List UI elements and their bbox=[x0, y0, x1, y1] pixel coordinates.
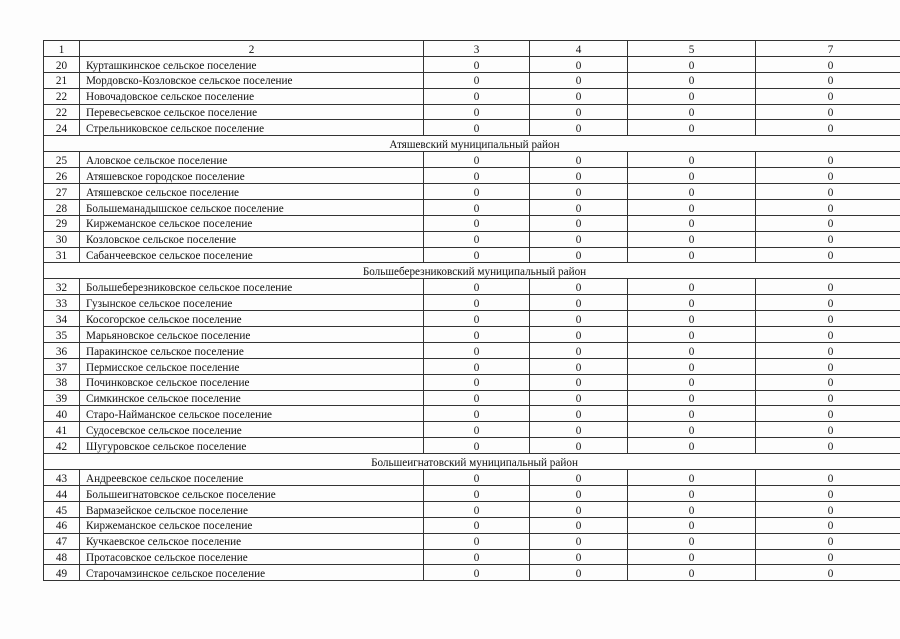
value-col-3: 0 bbox=[424, 215, 530, 231]
settlement-name: Пермисское сельское поселение bbox=[80, 358, 424, 374]
row-number: 36 bbox=[44, 342, 80, 358]
value-col-4: 0 bbox=[530, 565, 628, 581]
value-col-3: 0 bbox=[424, 199, 530, 215]
column-number: 2 bbox=[80, 41, 424, 57]
row-number: 22 bbox=[44, 104, 80, 120]
value-col-7: 0 bbox=[756, 231, 900, 247]
value-col-4: 0 bbox=[530, 406, 628, 422]
table-row bbox=[44, 438, 900, 454]
value-col-4: 0 bbox=[530, 438, 628, 454]
table-row bbox=[44, 152, 900, 168]
row-number: 41 bbox=[44, 422, 80, 438]
value-col-5: 0 bbox=[628, 517, 756, 533]
value-col-7: 0 bbox=[756, 247, 900, 263]
value-col-3: 0 bbox=[424, 72, 530, 88]
settlement-name: Марьяновское сельское поселение bbox=[80, 327, 424, 343]
district-section-title: Большеигнатовский муниципальный район bbox=[44, 454, 900, 470]
table-row bbox=[44, 215, 900, 231]
value-col-4: 0 bbox=[530, 231, 628, 247]
value-col-7: 0 bbox=[756, 501, 900, 517]
value-col-3: 0 bbox=[424, 358, 530, 374]
value-col-5: 0 bbox=[628, 231, 756, 247]
settlement-name: Большеигнатовское сельское поселение bbox=[80, 485, 424, 501]
settlement-name: Киржеманское сельское поселение bbox=[80, 215, 424, 231]
district-section-row bbox=[44, 136, 900, 152]
value-col-5: 0 bbox=[628, 88, 756, 104]
column-number: 3 bbox=[424, 41, 530, 57]
value-col-3: 0 bbox=[424, 342, 530, 358]
table-row bbox=[44, 358, 900, 374]
value-col-5: 0 bbox=[628, 215, 756, 231]
value-col-3: 0 bbox=[424, 152, 530, 168]
value-col-5: 0 bbox=[628, 72, 756, 88]
settlement-name: Большеберезниковское сельское поселение bbox=[80, 279, 424, 295]
value-col-5: 0 bbox=[628, 358, 756, 374]
value-col-3: 0 bbox=[424, 279, 530, 295]
table-row bbox=[44, 327, 900, 343]
settlement-name: Вармазейское сельское поселение bbox=[80, 501, 424, 517]
settlement-name: Починковское сельское поселение bbox=[80, 374, 424, 390]
row-number: 49 bbox=[44, 565, 80, 581]
value-col-3: 0 bbox=[424, 295, 530, 311]
value-col-5: 0 bbox=[628, 184, 756, 200]
value-col-7: 0 bbox=[756, 485, 900, 501]
table-row bbox=[44, 501, 900, 517]
value-col-4: 0 bbox=[530, 485, 628, 501]
value-col-7: 0 bbox=[756, 184, 900, 200]
value-col-3: 0 bbox=[424, 485, 530, 501]
value-col-7: 0 bbox=[756, 120, 900, 136]
table-row bbox=[44, 295, 900, 311]
row-number: 43 bbox=[44, 470, 80, 486]
value-col-4: 0 bbox=[530, 470, 628, 486]
settlement-name: Курташкинское сельское поселение bbox=[80, 56, 424, 72]
value-col-5: 0 bbox=[628, 247, 756, 263]
value-col-5: 0 bbox=[628, 327, 756, 343]
value-col-4: 0 bbox=[530, 295, 628, 311]
row-number: 30 bbox=[44, 231, 80, 247]
value-col-7: 0 bbox=[756, 390, 900, 406]
value-col-4: 0 bbox=[530, 279, 628, 295]
value-col-5: 0 bbox=[628, 374, 756, 390]
settlement-name: Козловское сельское поселение bbox=[80, 231, 424, 247]
municipal-table bbox=[43, 40, 900, 581]
value-col-7: 0 bbox=[756, 215, 900, 231]
row-number: 37 bbox=[44, 358, 80, 374]
value-col-4: 0 bbox=[530, 374, 628, 390]
value-col-7: 0 bbox=[756, 88, 900, 104]
settlement-name: Стрельниковское сельское поселение bbox=[80, 120, 424, 136]
value-col-7: 0 bbox=[756, 358, 900, 374]
value-col-3: 0 bbox=[424, 88, 530, 104]
row-number: 40 bbox=[44, 406, 80, 422]
row-number: 46 bbox=[44, 517, 80, 533]
value-col-3: 0 bbox=[424, 311, 530, 327]
value-col-7: 0 bbox=[756, 279, 900, 295]
value-col-3: 0 bbox=[424, 327, 530, 343]
value-col-5: 0 bbox=[628, 56, 756, 72]
value-col-7: 0 bbox=[756, 406, 900, 422]
value-col-5: 0 bbox=[628, 549, 756, 565]
value-col-5: 0 bbox=[628, 168, 756, 184]
value-col-3: 0 bbox=[424, 231, 530, 247]
value-col-5: 0 bbox=[628, 120, 756, 136]
value-col-4: 0 bbox=[530, 215, 628, 231]
value-col-7: 0 bbox=[756, 199, 900, 215]
district-section-title: Атяшевский муниципальный район bbox=[44, 136, 900, 152]
row-number: 31 bbox=[44, 247, 80, 263]
table-row bbox=[44, 104, 900, 120]
row-number: 20 bbox=[44, 56, 80, 72]
value-col-7: 0 bbox=[756, 168, 900, 184]
value-col-7: 0 bbox=[756, 152, 900, 168]
district-section-row bbox=[44, 263, 900, 279]
value-col-4: 0 bbox=[530, 247, 628, 263]
value-col-5: 0 bbox=[628, 406, 756, 422]
settlement-name: Атяшевское сельское поселение bbox=[80, 184, 424, 200]
settlement-name: Косогорское сельское поселение bbox=[80, 311, 424, 327]
row-number: 42 bbox=[44, 438, 80, 454]
value-col-4: 0 bbox=[530, 327, 628, 343]
value-col-3: 0 bbox=[424, 168, 530, 184]
value-col-7: 0 bbox=[756, 104, 900, 120]
value-col-4: 0 bbox=[530, 104, 628, 120]
settlement-name: Гузынское сельское поселение bbox=[80, 295, 424, 311]
value-col-3: 0 bbox=[424, 517, 530, 533]
district-section-row bbox=[44, 454, 900, 470]
row-number: 39 bbox=[44, 390, 80, 406]
value-col-5: 0 bbox=[628, 104, 756, 120]
value-col-5: 0 bbox=[628, 438, 756, 454]
row-number: 38 bbox=[44, 374, 80, 390]
value-col-4: 0 bbox=[530, 311, 628, 327]
table-row bbox=[44, 231, 900, 247]
value-col-4: 0 bbox=[530, 168, 628, 184]
settlement-name: Шугуровское сельское поселение bbox=[80, 438, 424, 454]
value-col-5: 0 bbox=[628, 422, 756, 438]
value-col-3: 0 bbox=[424, 533, 530, 549]
value-col-3: 0 bbox=[424, 104, 530, 120]
settlement-name: Паракинское сельское поселение bbox=[80, 342, 424, 358]
table-row bbox=[44, 470, 900, 486]
settlement-name: Старочамзинское сельское поселение bbox=[80, 565, 424, 581]
table-row bbox=[44, 485, 900, 501]
value-col-3: 0 bbox=[424, 56, 530, 72]
value-col-5: 0 bbox=[628, 565, 756, 581]
column-number: 7 bbox=[756, 41, 900, 57]
table-row bbox=[44, 56, 900, 72]
row-number: 28 bbox=[44, 199, 80, 215]
value-col-7: 0 bbox=[756, 295, 900, 311]
value-col-3: 0 bbox=[424, 549, 530, 565]
table-row bbox=[44, 168, 900, 184]
settlement-name: Атяшевское городское поселение bbox=[80, 168, 424, 184]
value-col-7: 0 bbox=[756, 565, 900, 581]
value-col-3: 0 bbox=[424, 374, 530, 390]
row-number: 48 bbox=[44, 549, 80, 565]
table-row bbox=[44, 374, 900, 390]
table-row bbox=[44, 88, 900, 104]
value-col-7: 0 bbox=[756, 72, 900, 88]
row-number: 45 bbox=[44, 501, 80, 517]
table-row bbox=[44, 549, 900, 565]
value-col-7: 0 bbox=[756, 470, 900, 486]
row-number: 26 bbox=[44, 168, 80, 184]
value-col-4: 0 bbox=[530, 56, 628, 72]
value-col-7: 0 bbox=[756, 438, 900, 454]
value-col-5: 0 bbox=[628, 390, 756, 406]
value-col-5: 0 bbox=[628, 470, 756, 486]
value-col-5: 0 bbox=[628, 533, 756, 549]
settlement-name: Перевесьевское сельское поселение bbox=[80, 104, 424, 120]
row-number: 32 bbox=[44, 279, 80, 295]
settlement-name: Симкинское сельское поселение bbox=[80, 390, 424, 406]
table-row bbox=[44, 565, 900, 581]
table-row bbox=[44, 247, 900, 263]
value-col-3: 0 bbox=[424, 501, 530, 517]
row-number: 33 bbox=[44, 295, 80, 311]
row-number: 34 bbox=[44, 311, 80, 327]
value-col-5: 0 bbox=[628, 501, 756, 517]
value-col-4: 0 bbox=[530, 358, 628, 374]
value-col-4: 0 bbox=[530, 120, 628, 136]
value-col-4: 0 bbox=[530, 88, 628, 104]
value-col-5: 0 bbox=[628, 295, 756, 311]
value-col-4: 0 bbox=[530, 517, 628, 533]
value-col-7: 0 bbox=[756, 549, 900, 565]
row-number: 21 bbox=[44, 72, 80, 88]
row-number: 47 bbox=[44, 533, 80, 549]
table-row bbox=[44, 390, 900, 406]
column-number: 4 bbox=[530, 41, 628, 57]
district-section-title: Большеберезниковский муниципальный район bbox=[44, 263, 900, 279]
value-col-7: 0 bbox=[756, 533, 900, 549]
value-col-3: 0 bbox=[424, 470, 530, 486]
settlement-name: Большеманадышское сельское поселение bbox=[80, 199, 424, 215]
value-col-7: 0 bbox=[756, 311, 900, 327]
value-col-4: 0 bbox=[530, 342, 628, 358]
settlement-name: Старо-Найманское сельское поселение bbox=[80, 406, 424, 422]
value-col-7: 0 bbox=[756, 422, 900, 438]
value-col-7: 0 bbox=[756, 374, 900, 390]
value-col-5: 0 bbox=[628, 279, 756, 295]
value-col-7: 0 bbox=[756, 327, 900, 343]
row-number: 29 bbox=[44, 215, 80, 231]
value-col-5: 0 bbox=[628, 485, 756, 501]
table-row bbox=[44, 72, 900, 88]
row-number: 25 bbox=[44, 152, 80, 168]
value-col-4: 0 bbox=[530, 549, 628, 565]
value-col-4: 0 bbox=[530, 72, 628, 88]
settlement-name: Протасовское сельское поселение bbox=[80, 549, 424, 565]
settlement-name: Мордовско-Козловское сельское поселение bbox=[80, 72, 424, 88]
value-col-4: 0 bbox=[530, 390, 628, 406]
table-row bbox=[44, 279, 900, 295]
value-col-3: 0 bbox=[424, 406, 530, 422]
settlement-name: Киржеманское сельское поселение bbox=[80, 517, 424, 533]
value-col-4: 0 bbox=[530, 501, 628, 517]
settlement-name: Новочадовское сельское поселение bbox=[80, 88, 424, 104]
row-number: 22 bbox=[44, 88, 80, 104]
table-row bbox=[44, 422, 900, 438]
value-col-7: 0 bbox=[756, 517, 900, 533]
value-col-7: 0 bbox=[756, 342, 900, 358]
value-col-4: 0 bbox=[530, 422, 628, 438]
value-col-5: 0 bbox=[628, 152, 756, 168]
settlement-name: Судосевское сельское поселение bbox=[80, 422, 424, 438]
value-col-3: 0 bbox=[424, 247, 530, 263]
table-row bbox=[44, 517, 900, 533]
value-col-4: 0 bbox=[530, 152, 628, 168]
value-col-3: 0 bbox=[424, 120, 530, 136]
row-number: 35 bbox=[44, 327, 80, 343]
value-col-5: 0 bbox=[628, 199, 756, 215]
settlement-name: Сабанчеевское сельское поселение bbox=[80, 247, 424, 263]
column-number-row bbox=[44, 41, 900, 57]
value-col-3: 0 bbox=[424, 438, 530, 454]
table-row bbox=[44, 199, 900, 215]
value-col-4: 0 bbox=[530, 184, 628, 200]
settlement-name: Андреевское сельское поселение bbox=[80, 470, 424, 486]
row-number: 44 bbox=[44, 485, 80, 501]
value-col-7: 0 bbox=[756, 56, 900, 72]
table-row bbox=[44, 311, 900, 327]
settlement-name: Аловское сельское поселение bbox=[80, 152, 424, 168]
table-body bbox=[44, 41, 900, 581]
value-col-5: 0 bbox=[628, 311, 756, 327]
value-col-4: 0 bbox=[530, 533, 628, 549]
value-col-3: 0 bbox=[424, 565, 530, 581]
value-col-5: 0 bbox=[628, 342, 756, 358]
column-number: 1 bbox=[44, 41, 80, 57]
table-row bbox=[44, 184, 900, 200]
row-number: 24 bbox=[44, 120, 80, 136]
value-col-3: 0 bbox=[424, 390, 530, 406]
table-row bbox=[44, 533, 900, 549]
value-col-3: 0 bbox=[424, 422, 530, 438]
table-row bbox=[44, 342, 900, 358]
column-number: 5 bbox=[628, 41, 756, 57]
table-row bbox=[44, 406, 900, 422]
row-number: 27 bbox=[44, 184, 80, 200]
value-col-3: 0 bbox=[424, 184, 530, 200]
settlement-name: Кучкаевское сельское поселение bbox=[80, 533, 424, 549]
table-row bbox=[44, 120, 900, 136]
value-col-4: 0 bbox=[530, 199, 628, 215]
